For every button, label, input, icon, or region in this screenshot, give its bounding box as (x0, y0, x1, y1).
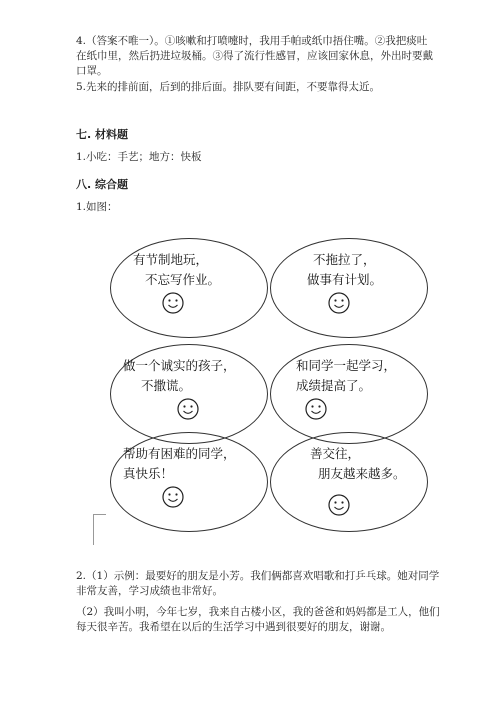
oval-4-text (296, 356, 396, 396)
oval-3-line2: 不撒谎。 (141, 378, 192, 393)
oval-5-text (123, 444, 236, 484)
oval-2-line1: 不拖拉了， (313, 252, 376, 267)
oval-1-line2: 不忘写作业。 (145, 272, 221, 287)
oval-6-text (302, 444, 406, 484)
smiley-icon (162, 486, 184, 508)
smiley-icon (162, 292, 184, 314)
answer-q4-line3: 口罩。 (76, 65, 108, 77)
answer-q2-part2-line1: （2）我叫小明，今年七岁，我来自古楼小区，我的爸爸和妈妈都是工人，他们 (76, 606, 440, 618)
section-7-title: 七. 材料题 (76, 128, 129, 141)
oval-6-line1: 善交往， (310, 446, 361, 461)
oval-2-text (307, 250, 382, 290)
section-7-answer: 1.小吃：手艺；地方：快板 (76, 151, 202, 163)
oval-1-line1: 有节制地玩， (133, 252, 209, 267)
answer-q2-part1-line2: 非常友善，学习成绩也非常好。 (76, 585, 223, 597)
oval-6-line2: 朋友越来越多。 (318, 466, 406, 481)
answer-q4-line1: 4.（答案不唯一）。①咳嗽和打喷嚏时，我用手帕或纸巾捂住嘴。②我把痰吐 (76, 35, 428, 47)
answer-q2-part2-line2: 每天很辛苦。我希望在以后的生活学习中遇到很要好的朋友，谢谢。 (76, 621, 391, 633)
oval-1-text (133, 250, 220, 290)
smiley-icon (328, 494, 350, 516)
section-8-title: 八. 综合题 (76, 178, 129, 191)
oval-4-line1: 和同学一起学习， (296, 358, 397, 373)
answer-q4-line2: 在纸巾里，然后扔进垃圾桶。③得了流行性感冒，应该回家休息，外出时要戴 (76, 50, 433, 62)
oval-5-line1: 帮助有困难的同学， (123, 446, 236, 461)
oval-2-line2: 做事有计划。 (307, 272, 383, 287)
smiley-icon (177, 398, 199, 420)
section-8-q1-label: 1.如图： (76, 201, 118, 213)
smiley-icon (305, 398, 327, 420)
oval-3-text (123, 356, 236, 396)
smiley-icon (328, 292, 350, 314)
oval-4-line2: 成绩提高了。 (296, 378, 372, 393)
crop-mark (93, 514, 106, 545)
oval-3-line1: 做一个诚实的孩子， (123, 358, 236, 373)
answer-q2-part1-line1: 2.（1）示例：最要好的朋友是小芳。我们俩都喜欢唱歌和打乒乓球。她对同学 (76, 570, 440, 582)
oval-5-line2: 真快乐！ (123, 466, 174, 481)
answer-q5: 5.先来的排前面，后到的排后面。排队要有间距，不要靠得太近。 (76, 81, 381, 93)
